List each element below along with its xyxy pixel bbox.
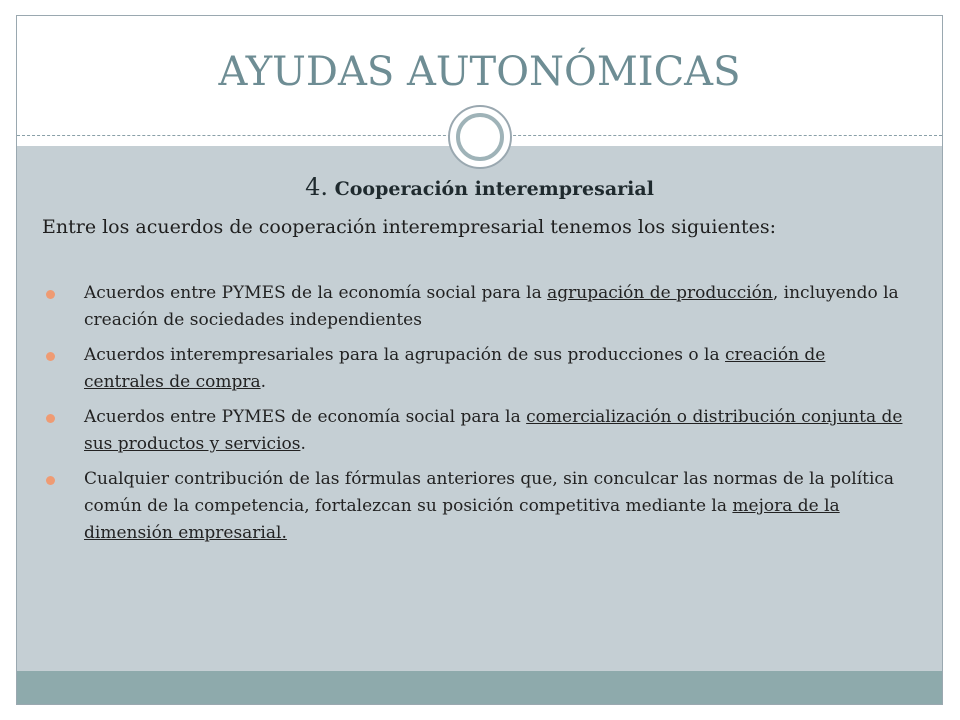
bullet-item <box>44 280 904 334</box>
bullet-text: Cualquier contribución de las fórmulas anteriores que, sin conculcar las normas de la política común de la competencia, fortalezcan su posición competitiva mediante la <box>84 469 895 516</box>
bullet-text: . <box>260 372 267 392</box>
bullet-list <box>44 280 904 555</box>
slide <box>16 15 943 705</box>
slide-title: AYUDAS AUTONÓMICAS <box>218 49 741 95</box>
bullet-text: Acuerdos interempresariales para la agrupación de sus producciones o la <box>84 345 726 365</box>
bullet-dot-icon <box>46 290 55 299</box>
section-heading <box>17 173 942 201</box>
section-title: Cooperación interempresarial <box>334 178 654 200</box>
underlined-text: creación de centrales de compra <box>84 345 826 392</box>
bullet-item <box>44 342 904 396</box>
bullet-dot-icon <box>46 352 55 361</box>
bullet-dot-icon <box>46 476 55 485</box>
intro-paragraph: Entre los acuerdos de cooperación interempresarial tenemos los siguientes: <box>42 216 776 238</box>
bullet-text: Acuerdos entre PYMES de la economía social para la <box>84 283 548 303</box>
bullet-text: . <box>300 434 306 454</box>
underlined-text: comercialización o distribución conjunta de sus productos y servicios <box>84 407 903 454</box>
bullet-item <box>44 404 904 458</box>
bullet-text: , incluyendo la creación de sociedades independientes <box>84 283 899 330</box>
bullet-dot-icon <box>46 414 55 423</box>
bullet-text: Acuerdos entre PYMES de economía social para la <box>84 407 527 427</box>
underlined-text: agrupación de producción <box>547 283 773 303</box>
decorative-circle-icon <box>448 105 512 169</box>
section-number: 4. <box>305 173 328 201</box>
underlined-text: mejora de la dimensión empresarial. <box>84 496 840 543</box>
footer-bar <box>17 671 942 705</box>
bullet-item <box>44 466 904 547</box>
inner-ring-icon <box>456 113 504 161</box>
